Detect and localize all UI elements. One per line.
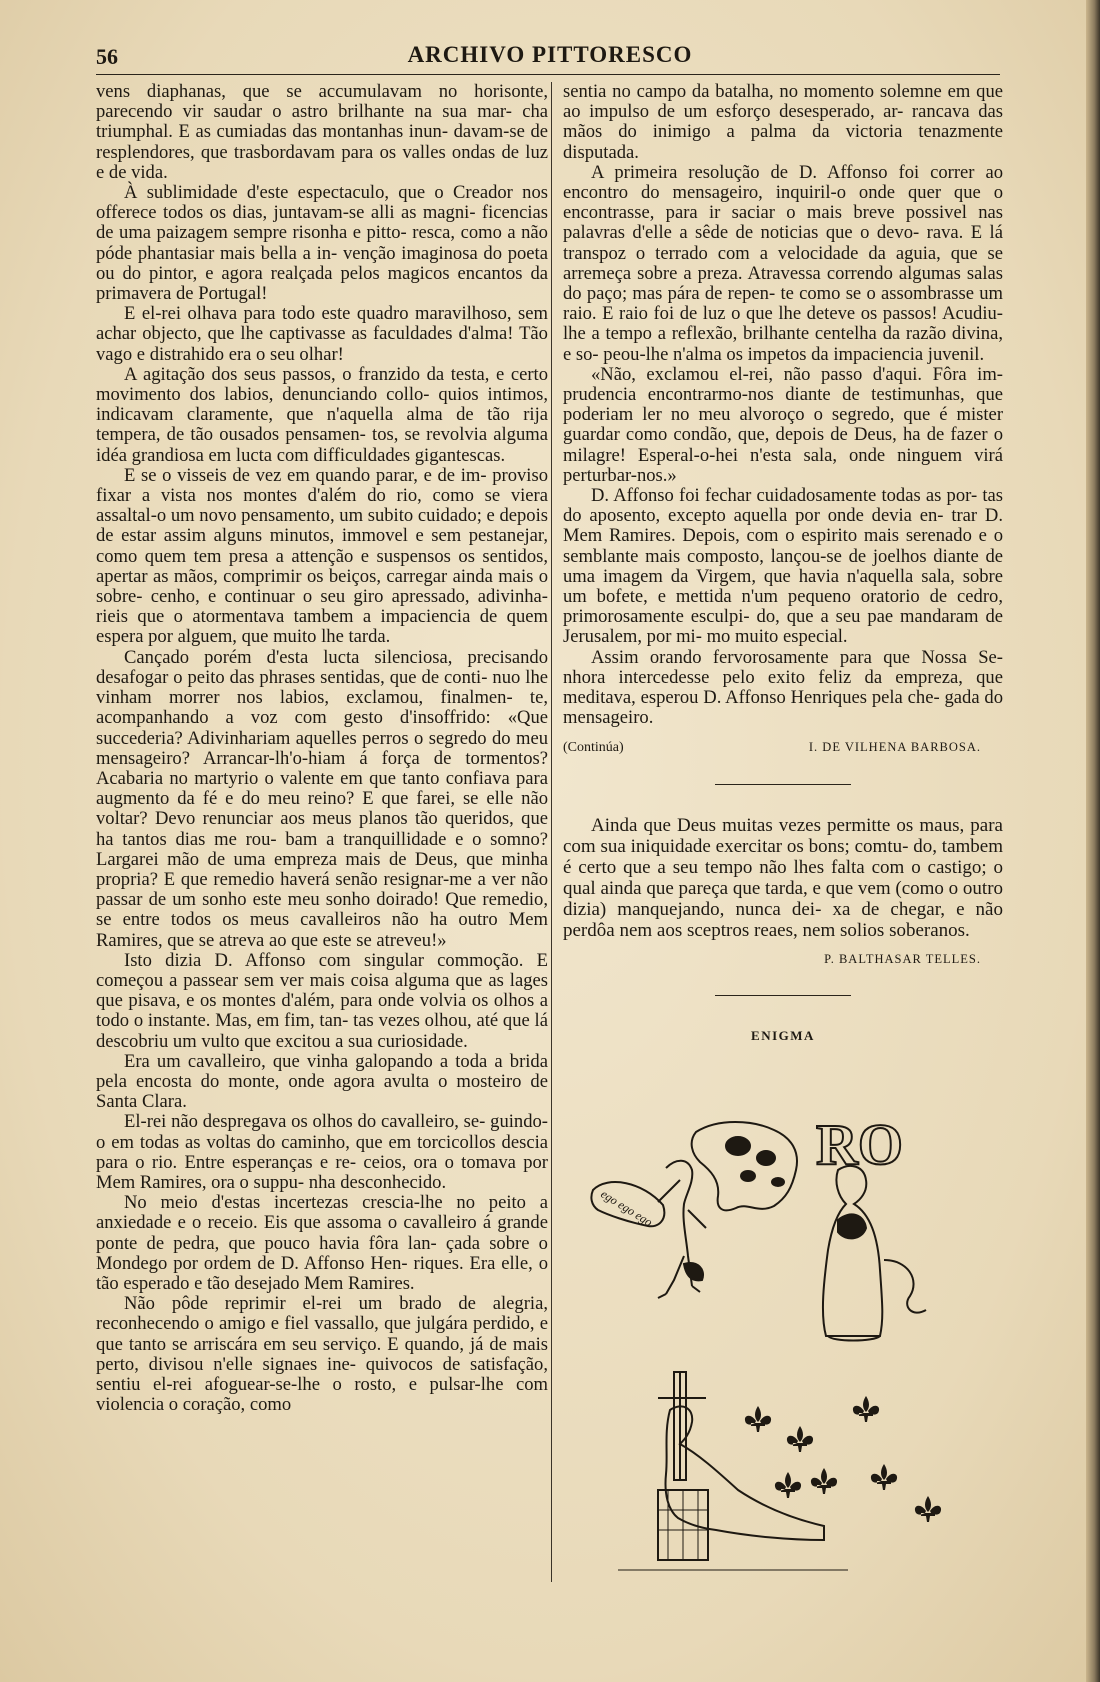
text-line: á grande ponte de pedra, que pouco havia fôra lan- xyxy=(96,1212,548,1254)
text-line: de joelhos diante de uma imagem da Virgem, que xyxy=(563,545,1003,587)
text-line: çada sobre o Mondego por ordem de D. Affonso Hen- xyxy=(96,1232,548,1274)
text-line: meditava, esperou D. Affonso Henriques pela che- xyxy=(563,687,940,709)
text-line: rancava das mãos do inimigo a palma da victoria xyxy=(563,101,1003,143)
text-line: Ramires. xyxy=(347,1272,415,1294)
text-line: davam-se de resplendores, que trasbordavam para xyxy=(96,121,548,163)
header-rule xyxy=(96,74,1000,75)
text-line: Cançado porém d'esta lucta silenciosa, precisando xyxy=(124,646,548,668)
text-line: o que lhe deteve os passos! Acudiu-lhe a tempo a xyxy=(563,303,1003,345)
article-signature-row xyxy=(563,737,1003,758)
text-line: em que ao impulso de um esforço desesperado, ar- xyxy=(563,81,1003,123)
article-continuation xyxy=(563,82,1003,729)
text-line: cha triumphal. E as cumiadas das montanhas inun- xyxy=(96,101,548,143)
text-line: serenado e o semblante mais composto, lançou-se xyxy=(563,525,1003,567)
text-line: xa de chegar, e não perdôa nem aos sceptros reaes, xyxy=(563,898,1003,941)
text-line: nas palavras d'elle a sêde de noticias que o devo- xyxy=(563,202,1003,244)
text-line: os valles ondas de luz e de vida. xyxy=(96,141,548,183)
fleur-de-lis-icon xyxy=(853,1396,879,1422)
text-line: outro Mem Ramires, que se atreva ao que este se xyxy=(96,909,548,951)
left-column xyxy=(96,82,548,1415)
paragraph xyxy=(96,1294,548,1415)
banner-text: ego ego ego xyxy=(598,1186,656,1230)
text-line: meus planos tão queridos, que ha tantos dias me rou- xyxy=(96,808,548,850)
spotted-map-shape xyxy=(692,1122,797,1210)
page-number: 56 xyxy=(96,44,118,69)
section-separator xyxy=(715,995,851,996)
text-line: riques. Era elle, o tão esperado e tão desejado Mem xyxy=(96,1252,548,1294)
text-line: quios intimos, indicavam claramente, que n'aquella xyxy=(96,384,548,426)
text-line: El-rei não despregava os olhos do cavalleiro, se- xyxy=(124,1111,486,1133)
text-line: proviso fixar a vista nos montes d'além do rio, como xyxy=(96,464,548,507)
text-line: A primeira resolução de D. Affonso foi correr ao xyxy=(591,161,1003,183)
text-line: as lages que pisava, e os montes d'além, para onde xyxy=(96,969,548,1012)
column-divider xyxy=(551,82,552,1582)
woman-with-baby xyxy=(823,1166,882,1336)
paragraph xyxy=(96,365,548,466)
text-line: aguia, que se arremeça sobre a preza. Atravessa xyxy=(563,242,1004,284)
text-line: À sublimidade d'este espectaculo, que o Creador xyxy=(124,182,513,204)
text-line: e certo movimento dos labios, denunciando collo- xyxy=(96,363,548,406)
text-line: do, tambem é certo que a seu tempo não lhes falta com xyxy=(563,835,1004,878)
wooden-cross xyxy=(658,1372,706,1480)
text-line: d'alma! Tão vago e distrahido era o seu olhar! xyxy=(96,323,548,365)
text-line: que remedio haverá senão resignar-me a ver não xyxy=(180,868,549,890)
text-line: tas do aposento, excepto aquella por onde devia en- xyxy=(563,485,1003,527)
text-line: desafogar o peito das phrases sentidas, que de conti- xyxy=(96,666,488,688)
text-line: Ainda que Deus muitas vezes permitte os maus, xyxy=(591,814,965,836)
text-line: immovel e sem pestanejar, como quem tem presa a xyxy=(96,525,548,567)
text-line: resca, como a não póde phantasiar mais bella a in- xyxy=(96,222,548,264)
fleur-de-lis-icon xyxy=(915,1496,941,1522)
text-line: vens diaphanas, que se accumulavam no horisonte, xyxy=(96,81,548,102)
text-line: encontro do mensageiro, inquiril-o onde quer que o xyxy=(563,182,1003,204)
text-line: reflexão, brilhante centelha da razão divina, e so- xyxy=(563,323,1003,365)
text-line: venção imaginosa do poeta ou do pintor, e agora xyxy=(96,242,548,284)
text-line: nuo lhe vinham morrer nos labios, exclamou, finalmen- xyxy=(96,666,548,709)
text-line: Isto dizia D. Affonso com singular commoção. E xyxy=(124,949,548,971)
text-line: nem solios soberanos. xyxy=(802,919,970,941)
text-line: E que farei, se elle não voltar? Devo renunciar aos xyxy=(96,788,548,830)
enigma-letters: RO xyxy=(816,1112,903,1177)
paragraph xyxy=(96,466,548,648)
text-line: E el-rei olhava para todo este quadro maravilhoso, xyxy=(124,303,512,325)
jester-hat xyxy=(684,1263,703,1280)
text-line: tenazmente disputada. xyxy=(563,121,1003,163)
text-line: Não pôde reprimir el-rei um brado de alegria, xyxy=(124,1293,548,1315)
text-line: attenção e suspensos os sentidos, apertar as mãos, xyxy=(96,545,549,587)
text-line: torcicollos descia para o rio. Entre esperanças e re- xyxy=(96,1131,548,1173)
text-line: reconhecendo o amigo e fiel vassallo, que julgára xyxy=(96,1313,468,1335)
text-line: quivocos de satisfação, sentiu el-rei afoguear-se-lhe xyxy=(96,1353,548,1395)
text-line: encontrasse, para ir saciar o mais breve possivel xyxy=(563,202,967,224)
text-line: se viera assaltal-o um novo pensamento, um subito xyxy=(96,485,548,527)
text-line: nha desconhecido. xyxy=(308,1171,447,1193)
fleur-de-lis-icon xyxy=(811,1468,837,1494)
text-line: trar D. Mem Ramires. Depois, com o espirito mais xyxy=(563,505,1004,547)
text-line: «Não, exclamou el-rei, não passo d'aqui. Fôra im- xyxy=(591,363,1003,385)
text-line: Assim orando fervorosamente para que Nossa Se- xyxy=(591,646,1003,668)
text-line: para com sua iniquidade exercitar os bons; comtu- xyxy=(563,814,1003,857)
text-line: vem (como o outro dizia) manquejando, nunca dei- xyxy=(563,877,1004,920)
section-separator xyxy=(715,784,851,785)
text-line: do, que a seu pae mandaram de Jerusalem, por mi- xyxy=(563,606,1003,648)
book-spine-shadow xyxy=(1086,0,1100,1682)
text-line: peou-lhe n'alma os impetos da impaciencia juvenil. xyxy=(603,343,985,365)
text-line: Portugal! xyxy=(198,283,268,305)
right-column xyxy=(563,82,1003,1046)
paragraph xyxy=(96,648,548,951)
enigma-title: ENIGMA xyxy=(751,1027,815,1043)
text-line: rieis que o atormentava tambem a impaciencia de xyxy=(96,606,498,628)
text-line: succederia? Adivinhariam aquelles perros o segredo xyxy=(96,727,487,749)
paragraph xyxy=(96,304,548,365)
text-line: nos offerece todos os dias, juntavam-se alli as magni- xyxy=(96,182,548,224)
fleur-de-lis-icon xyxy=(775,1472,801,1498)
text-line: alma de tão rija tempera, de tão ousados pensamen- xyxy=(96,404,549,446)
article-author: I. DE VILHENA BARBOSA. xyxy=(808,739,981,754)
text-line: pequeno oratorio de cedro, primorosamente esculpi- xyxy=(563,586,1003,628)
text-line: nhora intercedesse pelo exito feliz da empreza, que xyxy=(563,666,1003,688)
continued-note: (Continúa) xyxy=(563,739,624,755)
text-line: mo muito especial. xyxy=(706,626,848,648)
text-line: ha de fazer o milagre! Esperal-o-hei n'esta sala, onde xyxy=(563,424,1003,466)
paragraph xyxy=(563,486,1003,648)
text-line: começou a passear sem ver mais coisa alguma que xyxy=(96,969,483,991)
text-line: Era um cavalleiro, que vinha galopando a toda a xyxy=(124,1050,503,1072)
text-line: ninguem virá perturbar-nos.» xyxy=(563,444,1003,486)
text-line: o rosto, e pulsar-lhe com violencia o coração, como xyxy=(96,1374,549,1416)
text-line: realçada pelos magicos encantos da primavera de xyxy=(96,262,548,305)
paragraph xyxy=(96,1112,548,1193)
paragraph xyxy=(96,82,548,183)
fleur-de-lis-icon xyxy=(871,1464,897,1490)
quote-author: P. BALTHASAR TELLES. xyxy=(824,951,981,966)
text-line: quando, já de mais perto, divisou n'elle signaes ine- xyxy=(96,1333,548,1375)
fleur-de-lis-group xyxy=(745,1396,941,1522)
enigma-illustration xyxy=(588,1110,998,1580)
text-line: E se o visseis de vez em quando parar, e de im- xyxy=(124,464,487,486)
text-line: havia n'aquella sala, sobre um bofete, e mettida n'um xyxy=(563,565,1003,608)
text-line: tormentos? Acabaria no martyrio o valente em que xyxy=(96,747,549,789)
text-line: ficencias de uma paizagem sempre risonha e pitto- xyxy=(96,202,548,244)
text-line: tos, se revolvia alguma idéa grandiosa em lucta com xyxy=(96,424,548,466)
text-line: uma empreza mais de Deus, que minha propria? E xyxy=(96,848,548,890)
text-line: A agitação dos seus passos, o franzido da testa, xyxy=(124,363,490,385)
text-line: quem espera por alguem, que muito lhe tarda. xyxy=(96,606,548,648)
running-title: ARCHIVO PITTORESCO xyxy=(407,42,693,67)
text-line: te, acompanhando a voz com gesto d'insoffrido: «Que xyxy=(96,687,548,729)
paragraph xyxy=(96,951,548,1052)
text-line: D. Affonso foi fechar cuidadosamente todas as por- xyxy=(591,485,978,507)
text-line: comprimir os beiços, carregar ainda mais o sobre- xyxy=(96,565,548,608)
paragraph xyxy=(96,1052,548,1113)
paragraph xyxy=(563,815,1003,941)
text-line: difficuldades gigantescas. xyxy=(313,444,506,466)
paragraph xyxy=(563,82,1003,163)
text-line: que poderiam ler no meu alvoroço o segredo, que é xyxy=(563,384,1003,426)
text-line: bam a tranquillidade e o somno? Largarei mão de xyxy=(96,828,548,870)
text-line: gada do mensageiro. xyxy=(563,687,1004,729)
text-line: tas vezes olhou, até que lá descobriu um vulto que xyxy=(96,1010,548,1052)
text-line: guindo-o em todas as voltas do caminho, que em xyxy=(96,1111,548,1153)
text-line: prudencia encontrarmo-nos diante de testimunhas, xyxy=(563,384,965,406)
text-line: passar de um sonho este meu sonho doirado! Que xyxy=(96,889,477,911)
text-line: anxiedade e o receio. Eis que assoma o cavalleiro xyxy=(96,1212,477,1234)
text-line: brida pela encosta do monte, onde agora avulta o xyxy=(96,1050,548,1092)
text-line: mosteiro de Santa Clara. xyxy=(96,1070,548,1113)
text-line: correndo algumas salas do paço; mas pára de repen- xyxy=(563,262,1003,305)
text-line: cenho, e continuar o seu giro apressado, adivinha- xyxy=(150,586,549,608)
text-line: o castigo; o qual ainda que pareça que tarda, e que xyxy=(563,856,1004,899)
text-line: ceios, ora o tomava por Mem Ramires, ora o suppu- xyxy=(96,1151,548,1193)
paragraph xyxy=(563,648,1003,729)
text-line: perdido, e que tanto se arriscára em seu serviço. E xyxy=(96,1313,548,1355)
text-line: sentia no campo da batalha, no momento solemne xyxy=(563,81,942,102)
text-line: tanto confiava para augmento da fé e do meu reino? xyxy=(96,767,548,810)
paragraph xyxy=(96,183,548,304)
paragraph xyxy=(96,1193,548,1294)
paragraph xyxy=(563,163,1003,365)
fleur-de-lis-icon xyxy=(787,1426,813,1452)
text-line: sem achar objecto, que lhe captivasse as faculdades xyxy=(96,303,548,345)
text-line: te como se o assombrasse um raio. E raio foi de luz xyxy=(563,283,1003,325)
fleur-de-lis-icon xyxy=(745,1406,771,1432)
paragraph xyxy=(563,365,1003,486)
text-line: rava. E lá transpoz o terrado com a velocidade da xyxy=(563,222,1003,264)
text-line: mister guardar como condão, que, depois de Deus, xyxy=(563,404,1004,446)
text-line: atreveu!» xyxy=(376,929,447,951)
text-line: remedio, se entre todos os meus cavalleiros não ha xyxy=(96,889,548,931)
quote-block xyxy=(563,815,1003,941)
text-line: volvia os olhos a todo o instante. Mas, em fim, tan- xyxy=(96,990,549,1032)
text-line: parecendo vir saudar o astro brilhante na sua mar- xyxy=(96,101,512,123)
text-line: excitou a sua curiosidade. xyxy=(275,1030,468,1052)
text-line: do meu mensageiro? Arrancar-lh'o-hiam á força de xyxy=(96,727,548,769)
text-line: cuidado; e depois de estar assim alguns minutos, xyxy=(96,505,548,547)
text-line: No meio d'estas incertezas crescia-lhe no peito a xyxy=(124,1192,548,1214)
